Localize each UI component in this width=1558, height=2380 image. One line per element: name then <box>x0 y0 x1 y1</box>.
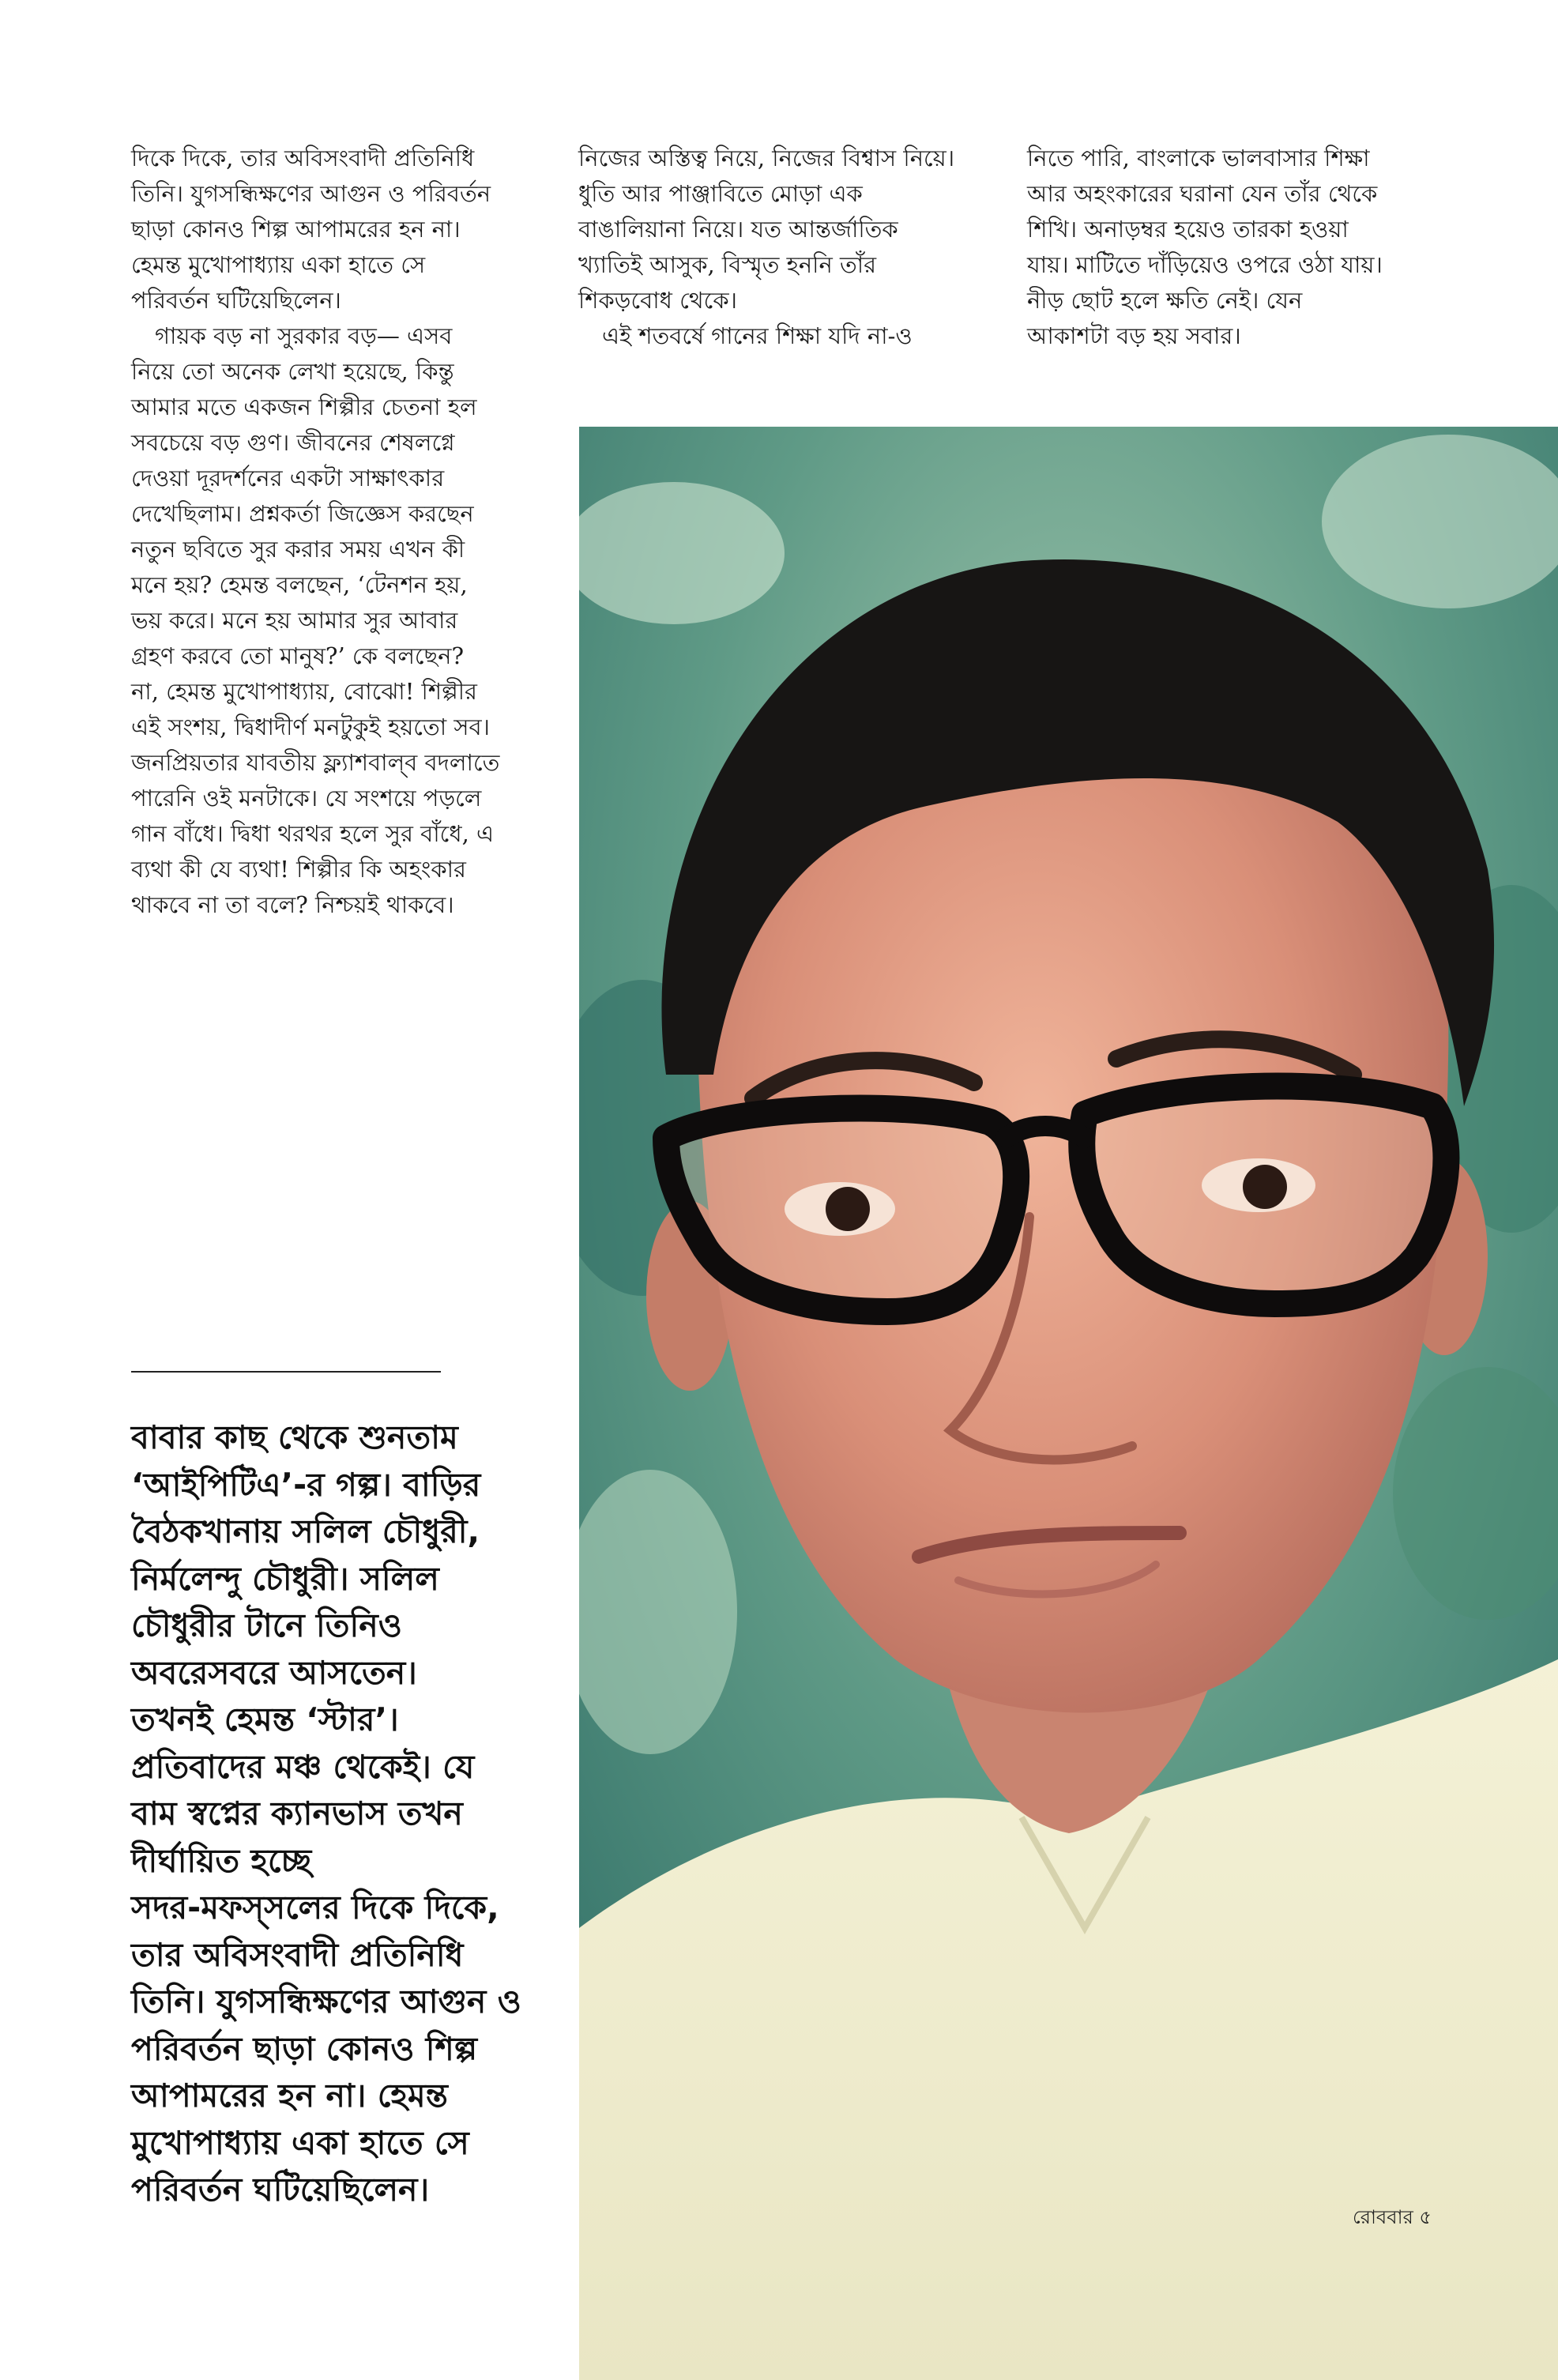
article-line: নিতে পারি, বাংলাকে ভালবাসার শিক্ষা <box>1027 145 1370 171</box>
article-line: আমার মতে একজন শিল্পীর চেতনা হল <box>131 394 477 420</box>
pull-quote-line: তার অবিসংবাদী প্রতিনিধি <box>131 1935 464 1974</box>
pull-quote-line: দীর্ঘায়িত হচ্ছে <box>131 1841 312 1880</box>
article-column-3 <box>1027 141 1470 354</box>
article-line: নিজের অস্তিত্ব নিয়ে, নিজের বিশ্বাস নিয়ে। <box>578 145 955 171</box>
article-line: মনে হয়? হেমন্ত বলছেন, ‘টেনশন হয়, <box>131 571 468 598</box>
article-line: গ্রহণ করবে তো মানুষ?’ কে বলছেন? <box>131 642 465 669</box>
pull-quote-line: বাম স্বপ্নের ক্যানভাস তখন <box>131 1794 463 1832</box>
article-line: নিয়ে তো অনেক লেখা হয়েছে, কিন্তু <box>131 358 454 385</box>
article-line: নীড় ছোট হলে ক্ষতি নেই। যেন <box>1027 287 1303 314</box>
pull-quote-line: তখনই হেমন্ত ‘স্টার’। <box>131 1700 399 1738</box>
article-line: পরিবর্তন ঘটিয়েছিলেন। <box>131 287 341 314</box>
article-line: জনপ্রিয়তার যাবতীয় ফ্ল্যাশবাল্‌ব বদলাতে <box>131 749 500 776</box>
article-line: গায়ক বড় না সুরকার বড়— এসব <box>155 322 453 349</box>
pull-quote-line: পরিবর্তন ঘটিয়েছিলেন। <box>131 2171 430 2209</box>
pull-quote-line: সদর-মফস্‌সলের দিকে দিকে, <box>131 1889 499 1926</box>
pull-quote-line: চৌধুরীর টানে তিনিও <box>131 1606 402 1644</box>
article-line: গান বাঁধে। দ্বিধা থরথর হলে সুর বাঁধে, এ <box>131 820 495 847</box>
article-line: সবচেয়ে বড় গুণ। জীবনের শেষলগ্নে <box>131 429 455 456</box>
article-line: পারেনি ওই মনটাকে। যে সংশয়ে পড়লে <box>131 785 482 812</box>
article-line: শিখি। অনাড়ম্বর হয়েও তারকা হওয়া <box>1027 216 1349 243</box>
article-column-1 <box>131 141 574 923</box>
pull-quote-line: নির্মলেন্দু চৌধুরী। সলিল <box>131 1559 439 1598</box>
article-line: দেখেছিলাম। প্রশ্নকর্তা জিজ্ঞেস করছেন <box>131 500 474 527</box>
pull-quote-line: ‘আইপিটিএ’-র গল্প। বাড়ির <box>131 1465 481 1504</box>
article-line: এই শতবর্ষে গানের শিক্ষা যদি না-ও <box>602 322 913 349</box>
article-line: যায়। মাটিতে দাঁড়িয়েও ওপরে ওঠা যায়। <box>1027 251 1383 278</box>
article-line: এই সংশয়, দ্বিধাদীর্ণ মনটুকুই হয়তো সব। <box>131 714 490 740</box>
pull-quote-line: পরিবর্তন ছাড়া কোনও শিল্প <box>131 2029 477 2068</box>
article-line: তিনি। যুগসন্ধিক্ষণের আগুন ও পরিবর্তন <box>131 180 491 207</box>
pull-quote-line: মুখোপাধ্যায় একা হাতে সে <box>131 2123 469 2162</box>
article-line: বাঙালিয়ানা নিয়ে। যত আন্তর্জাতিক <box>578 216 898 243</box>
pull-quote-line: আপামরের হন না। হেমন্ত <box>131 2077 448 2115</box>
article-line: শিকড়বোধ থেকে। <box>578 287 737 314</box>
article-line: খ্যাতিই আসুক, বিস্মৃত হননি তাঁর <box>578 251 877 278</box>
article-line: নতুন ছবিতে সুর করার সময় এখন কী <box>131 536 465 563</box>
article-line: ভয় করে। মনে হয় আমার সুর আবার <box>131 607 458 634</box>
pull-quote-rule <box>131 1371 441 1373</box>
article-column-2 <box>578 141 1005 354</box>
article-line: থাকবে না তা বলে? নিশ্চয়ই থাকবে। <box>131 891 454 918</box>
pull-quote-line: অবরেসবরে আসতেন। <box>131 1653 417 1692</box>
article-line: আকাশটা বড় হয় সবার। <box>1027 322 1241 349</box>
pull-quote <box>131 1414 574 2214</box>
page-folio: রোববার ৫ <box>1353 2206 1432 2228</box>
article-line: ব্যথা কী যে ব্যথা! শিল্পীর কি অহংকার <box>131 856 466 883</box>
pull-quote-line: তিনি। যুগসন্ধিক্ষণের আগুন ও <box>131 1983 521 2020</box>
article-line: দেওয়া দূরদর্শনের একটা সাক্ষাৎকার <box>131 465 445 491</box>
pull-quote-line: বাবার কাছ থেকে শুনতাম <box>131 1418 458 1456</box>
portrait-photo <box>579 427 1558 2380</box>
pull-quote-line: প্রতিবাদের মঞ্চ থেকেই। যে <box>131 1747 475 1786</box>
pull-quote-line: বৈঠকখানায় সলিল চৌধুরী, <box>131 1512 480 1550</box>
article-line: হেমন্ত মুখোপাধ্যায় একা হাতে সে <box>131 251 426 278</box>
article-line: ধুতি আর পাঞ্জাবিতে মোড়া এক <box>578 180 863 207</box>
article-line: না, হেমন্ত মুখোপাধ্যায়, বোঝো! শিল্পীর <box>131 678 477 705</box>
article-line: ছাড়া কোনও শিল্প আপামরের হন না। <box>131 216 461 243</box>
article-line: আর অহংকারের ঘরানা যেন তাঁর থেকে <box>1027 180 1378 207</box>
article-line: দিকে দিকে, তার অবিসংবাদী প্রতিনিধি <box>131 145 475 171</box>
